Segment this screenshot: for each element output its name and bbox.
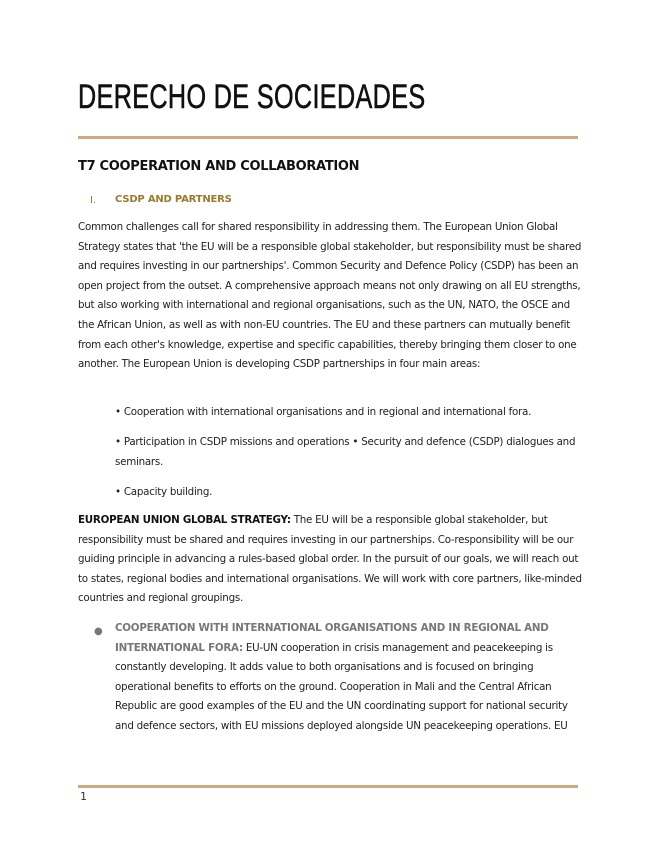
section-heading: CSDP AND PARTNERS — [115, 194, 232, 205]
topic-heading: T7 COOPERATION AND COLLABORATION — [78, 159, 360, 174]
strategy-text: The EU will be a responsible global stakeholder, but responsibility must be shared and requires investing in our partnerships. Co-responsibility will be our guiding principle in advancing a rules-based global order. In the pursuit of our goals, we will reach out to states, regional bodies and international organisations. We will work with core partners, like-minded countries and regional groupings. — [78, 514, 582, 605]
intro-paragraph: Common challenges call for shared responsibility in addressing them. The European Union Global Strategy states that 'the EU will be a responsible global stakeholder, but responsibility must be shared and requires investing in our partnerships'. Common Security and Defence Policy (CSDP) has been an open project from the outset. A comprehensive approach means not only drawing on all EU strengths, but also working with international and regional organisations, such as the UN, NATO, the OSCE and the African Union, as well as with non-EU countries. The EU and these partners can mutually benefit from each other's knowledge, expertise and specific capabilities, thereby bringing them closer to one another. The European Union is developing CSDP partnerships in four main areas: — [78, 221, 582, 371]
document-title: DERECHO DE SOCIEDADES — [78, 78, 426, 116]
footer-divider — [78, 785, 578, 788]
page-number: 1 — [80, 790, 87, 803]
area-item: • Cooperation with international organisations and in regional and international fora. — [115, 406, 532, 418]
section-number: I. — [90, 195, 97, 206]
bullet-marker: ● — [94, 626, 103, 637]
bullet-text: EU-UN cooperation in crisis management and peacekeeping is constantly developing. It adds value to both organisations and is focused on bringing operational benefits to efforts on the ground. Cooperation in Mali and the Central African Republic are good examples of the EU and the UN coordinating support for national security and defence sectors, with EU missions deployed alongside UN peacekeeping operations. EU — [115, 641, 568, 732]
header-divider — [78, 136, 578, 139]
area-item: • Capacity building. — [115, 486, 213, 498]
bullet-label: COOPERATION WITH INTERNATIONAL ORGANISATIONS AND IN REGIONAL AND INTERNATIONAL FORA: — [115, 622, 549, 654]
strategy-paragraph — [78, 511, 582, 609]
strategy-label: EUROPEAN UNION GLOBAL STRATEGY: — [78, 514, 291, 526]
bullet-paragraph — [115, 619, 585, 737]
area-item: • Participation in CSDP missions and operations • Security and defence (CSDP) dialogues and seminars. — [115, 436, 576, 468]
